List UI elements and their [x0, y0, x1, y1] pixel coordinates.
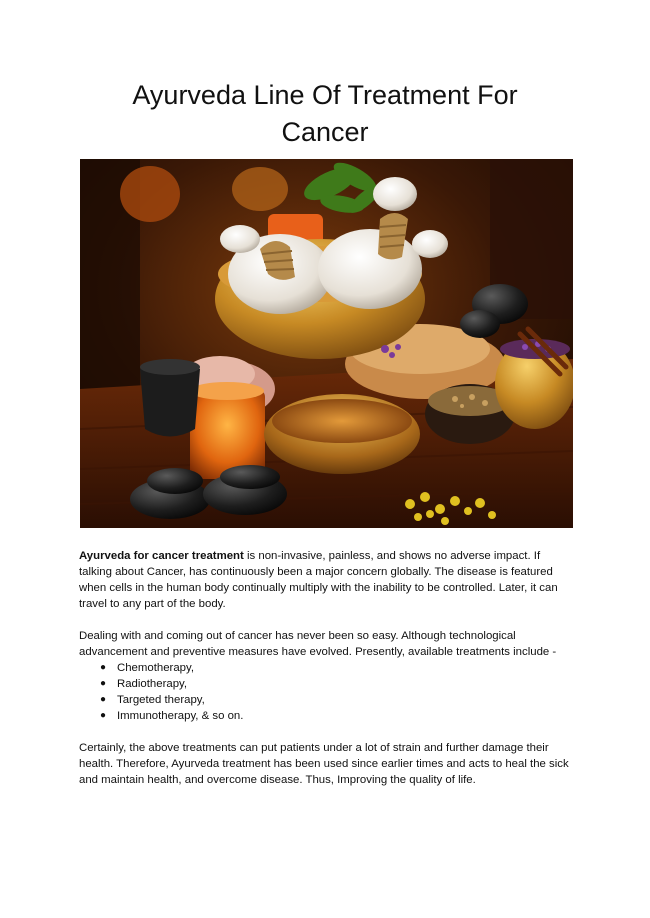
page-title-line-1: Ayurveda Line Of Treatment For: [132, 80, 518, 110]
page-title: [0, 77, 650, 151]
article-body: [79, 548, 574, 788]
intro-bold-lead: Ayurveda for cancer treatment: [79, 550, 244, 562]
list-item-text: Chemotherapy,: [117, 662, 195, 674]
treatments-list: [79, 660, 574, 724]
list-item: [79, 692, 574, 708]
treatments-intro-paragraph: Dealing with and coming out of cancer has never been so easy. Although technological advancement and preventive measures have evolved. Presently, available treatments include -: [79, 630, 557, 658]
ayurveda-photo: [80, 159, 573, 528]
list-item: [79, 660, 574, 676]
intro-paragraph-text: is non-invasive, painless, and shows no adverse impact. If talking about Cancer, has continuously been a major concern globally. The disease is featured when cells in the human body continually multiply with the inability to be controlled. Later, it can travel to any part of the body.: [79, 550, 558, 610]
bullet-icon: ●: [100, 678, 107, 689]
list-item-text: Targeted therapy,: [117, 694, 205, 706]
conclusion-paragraph: Certainly, the above treatments can put patients under a lot of strain and further damage their health. Therefore, Ayurveda treatment has been used since earlier times and acts to heal the sick and maintain health, and overcome disease. Thus, Improving the quality of life.: [79, 742, 569, 786]
bullet-icon: ●: [100, 694, 107, 705]
intro-paragraph: [79, 548, 574, 612]
bullet-icon: ●: [100, 662, 107, 673]
list-item-text: Immunotherapy, & so on.: [117, 710, 244, 722]
page-title-line-2: Cancer: [281, 117, 369, 147]
list-item-text: Radiotherapy,: [117, 678, 188, 690]
list-item: [79, 676, 574, 692]
list-item: [79, 708, 574, 724]
bullet-icon: ●: [100, 710, 107, 721]
